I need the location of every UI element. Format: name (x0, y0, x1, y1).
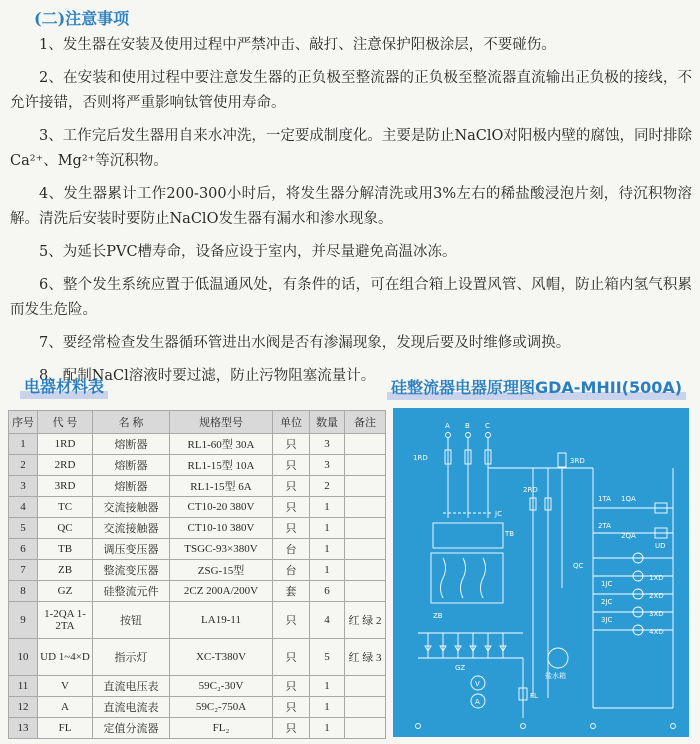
table-cell-spec: RL1-15型 6A (170, 476, 273, 497)
table-cell-qty: 1 (310, 560, 345, 581)
table-cell-n: 5 (9, 518, 38, 539)
note-item: 7、要经常检查发生器循环管进出水阀是否有渗漏现象，发现后要及时维修或调换。 (39, 335, 571, 351)
table-cell-code: GZ (38, 581, 93, 602)
table-cell-note: 红 绿 2 (345, 602, 386, 639)
table-cell-note (345, 539, 386, 560)
table-cell-n: 3 (9, 476, 38, 497)
table-cell-n: 2 (9, 455, 38, 476)
table-cell-name: 指示灯 (93, 639, 170, 676)
table-cell-spec: RL1-15型 10A (170, 455, 273, 476)
circuit-diagram (393, 408, 689, 737)
table-cell-note (345, 434, 386, 455)
table-row (9, 639, 386, 676)
table-cell-name: 按钮 (93, 602, 170, 639)
table-cell-name: 直流电流表 (93, 697, 170, 718)
table-cell-name: 调压变压器 (93, 539, 170, 560)
table-cell-qty: 5 (310, 639, 345, 676)
table-cell-spec: 59C₂-30V (170, 676, 273, 697)
ammeter-label: A (475, 698, 480, 706)
table-cell-note (345, 676, 386, 697)
table-header-row (9, 411, 386, 434)
table-cell-code: TB (38, 539, 93, 560)
note-item: 4、发生器累计工作200-300小时后，将发生器分解清洗或用3%左右的稀盐酸浸泡片刻，待沉积物溶解。清洗后安装时要防止NaClO发生器有漏水和渗水现象。 (10, 186, 692, 227)
note-item: 1、发生器在安装及使用过程中严禁冲击、敲打、注意保护阳极涂层，不要碰伤。 (39, 37, 556, 53)
ud-label: UD (655, 542, 666, 550)
table-row (9, 581, 386, 602)
table-cell-spec: CT10-20 380V (170, 497, 273, 518)
table-cell-name: 交流接触器 (93, 518, 170, 539)
table-cell-code: QC (38, 518, 93, 539)
table-cell-spec: 59C₂-750A (170, 697, 273, 718)
table-cell-n: 4 (9, 497, 38, 518)
table-cell-note (345, 581, 386, 602)
table-cell-name: 硅整流元件 (93, 581, 170, 602)
diagram-title: 硅整流器电器原理图GDA-MHII(500A) (391, 375, 682, 398)
table-cell-n: 6 (9, 539, 38, 560)
table-cell-name: 定值分流器 (93, 718, 170, 739)
table-cell-unit: 只 (273, 434, 310, 455)
table-cell-spec: XC-T380V (170, 639, 273, 676)
table-cell-spec: CT10-10 380V (170, 518, 273, 539)
fuse-2rd-label: 2RD (523, 486, 538, 494)
table-cell-code: FL (38, 718, 93, 739)
col-header: 备注 (345, 411, 386, 434)
table-cell-qty: 1 (310, 497, 345, 518)
table-cell-unit: 套 (273, 581, 310, 602)
table-cell-n: 13 (9, 718, 38, 739)
table-cell-n: 11 (9, 676, 38, 697)
table-cell-note (345, 697, 386, 718)
table-cell-spec: ZSG-15型 (170, 560, 273, 581)
table-cell-qty: 3 (310, 455, 345, 476)
fuse-1rd-label: 1RD (413, 454, 428, 462)
table-cell-qty: 1 (310, 697, 345, 718)
table-row (9, 518, 386, 539)
table-cell-note (345, 476, 386, 497)
jc1-label: 1JC (601, 580, 613, 588)
table-cell-code: 3RD (38, 476, 93, 497)
table-cell-code: 2RD (38, 455, 93, 476)
zb-label: ZB (433, 612, 443, 620)
table-cell-code: A (38, 697, 93, 718)
table-cell-spec: FL₂ (170, 718, 273, 739)
table-cell-unit: 只 (273, 639, 310, 676)
table-row (9, 539, 386, 560)
table-row (9, 718, 386, 739)
table-cell-code: 1-2QA 1-2TA (38, 602, 93, 639)
notes-section (10, 6, 692, 397)
table-row (9, 497, 386, 518)
gz-label: GZ (455, 664, 466, 672)
table-cell-unit: 只 (273, 718, 310, 739)
table-cell-qty: 1 (310, 518, 345, 539)
table-row (9, 455, 386, 476)
table-cell-qty: 1 (310, 539, 345, 560)
col-header: 代 号 (38, 411, 93, 434)
table-row (9, 560, 386, 581)
ta2-label: 2TA (598, 522, 611, 530)
table-cell-unit: 只 (273, 697, 310, 718)
col-header: 名 称 (93, 411, 170, 434)
table-cell-unit: 只 (273, 676, 310, 697)
phase-b-label: B (465, 422, 470, 430)
table-cell-unit: 只 (273, 455, 310, 476)
notes-heading: (二)注意事项 (34, 9, 130, 28)
xd3-label: 3XD (649, 610, 664, 618)
table-cell-n: 1 (9, 434, 38, 455)
col-header: 数量 (310, 411, 345, 434)
col-header: 规格型号 (170, 411, 273, 434)
table-cell-note: 红 绿 3 (345, 639, 386, 676)
table-cell-unit: 只 (273, 476, 310, 497)
xd2-label: 2XD (649, 592, 664, 600)
table-cell-code: 1RD (38, 434, 93, 455)
table-cell-name: 直流电压表 (93, 676, 170, 697)
note-item: 8、配制NaCl溶液时要过滤，防止污物阻塞流量计。 (39, 368, 376, 384)
note-item: 5、为延长PVC槽寿命，设备应设于室内，并尽量避免高温冰冻。 (39, 244, 457, 260)
table-cell-n: 10 (9, 639, 38, 676)
tank-label: 盐水箱 (545, 672, 566, 680)
table-row (9, 676, 386, 697)
table-cell-qty: 1 (310, 718, 345, 739)
qa1-label: 1QA (621, 495, 636, 503)
note-item: 3、工作完后发生器用自来水冲洗，一定要成制度化。主要是防止NaClO对阳极内壁的腐蚀，同时排除Ca²⁺、Mg²⁺等沉积物。 (10, 128, 692, 169)
fuse-3rd-label: 3RD (570, 457, 585, 465)
table-cell-name: 熔断器 (93, 476, 170, 497)
table-cell-note (345, 518, 386, 539)
fl-label: FL (530, 692, 538, 700)
xd4-label: 4XD (649, 628, 664, 636)
table-row (9, 697, 386, 718)
table-cell-n: 9 (9, 602, 38, 639)
table-cell-qty: 1 (310, 676, 345, 697)
table-cell-spec: 2CZ 200A/200V (170, 581, 273, 602)
jc-label: JC (495, 510, 502, 518)
col-header: 单位 (273, 411, 310, 434)
table-cell-n: 7 (9, 560, 38, 581)
table-cell-name: 整流变压器 (93, 560, 170, 581)
table-cell-code: V (38, 676, 93, 697)
table-cell-spec: LA19-11 (170, 602, 273, 639)
table-cell-qty: 3 (310, 434, 345, 455)
table-cell-note (345, 497, 386, 518)
jc2-label: 2JC (601, 598, 613, 606)
table-row (9, 476, 386, 497)
table-cell-note (345, 560, 386, 581)
table-cell-unit: 只 (273, 602, 310, 639)
note-item: 2、在安装和使用过程中要注意发生器的正负极至整流器的正负极至整流器直流输出正负极的接线，不允许接错，否则将严重影响钛管使用寿命。 (10, 70, 692, 111)
jc3-label: 3JC (601, 616, 613, 624)
table-cell-name: 交流接触器 (93, 497, 170, 518)
table-cell-unit: 台 (273, 539, 310, 560)
table-cell-qty: 4 (310, 602, 345, 639)
table-row (9, 434, 386, 455)
table-cell-spec: RL1-60型 30A (170, 434, 273, 455)
table-cell-qty: 2 (310, 476, 345, 497)
voltmeter-label: V (475, 680, 480, 688)
phase-c-label: C (485, 422, 490, 430)
qc-label: QC (573, 562, 584, 570)
table-cell-name: 熔断器 (93, 434, 170, 455)
table-cell-note (345, 455, 386, 476)
table-cell-n: 12 (9, 697, 38, 718)
table-cell-qty: 6 (310, 581, 345, 602)
table-cell-unit: 只 (273, 518, 310, 539)
materials-table (8, 410, 386, 739)
col-header: 序号 (9, 411, 38, 434)
table-cell-code: TC (38, 497, 93, 518)
tb-label: TB (505, 530, 515, 538)
table-cell-spec: TSGC-93×380V (170, 539, 273, 560)
table-cell-unit: 台 (273, 560, 310, 581)
materials-title: 电器材料表 (24, 374, 104, 397)
table-cell-code: ZB (38, 560, 93, 581)
table-cell-name: 熔断器 (93, 455, 170, 476)
xd1-label: 1XD (649, 574, 664, 582)
table-row (9, 602, 386, 639)
table-cell-code: UD 1~4×D (38, 639, 93, 676)
table-cell-unit: 只 (273, 497, 310, 518)
table-cell-note (345, 718, 386, 739)
note-item: 6、整个发生系统应置于低温通风处，有条件的话，可在组合箱上设置风管、风帽，防止箱内氢气积累而发生危险。 (10, 277, 692, 318)
ta1-label: 1TA (598, 495, 611, 503)
table-cell-n: 8 (9, 581, 38, 602)
qa2-label: 2QA (621, 532, 636, 540)
phase-a-label: A (445, 422, 450, 430)
